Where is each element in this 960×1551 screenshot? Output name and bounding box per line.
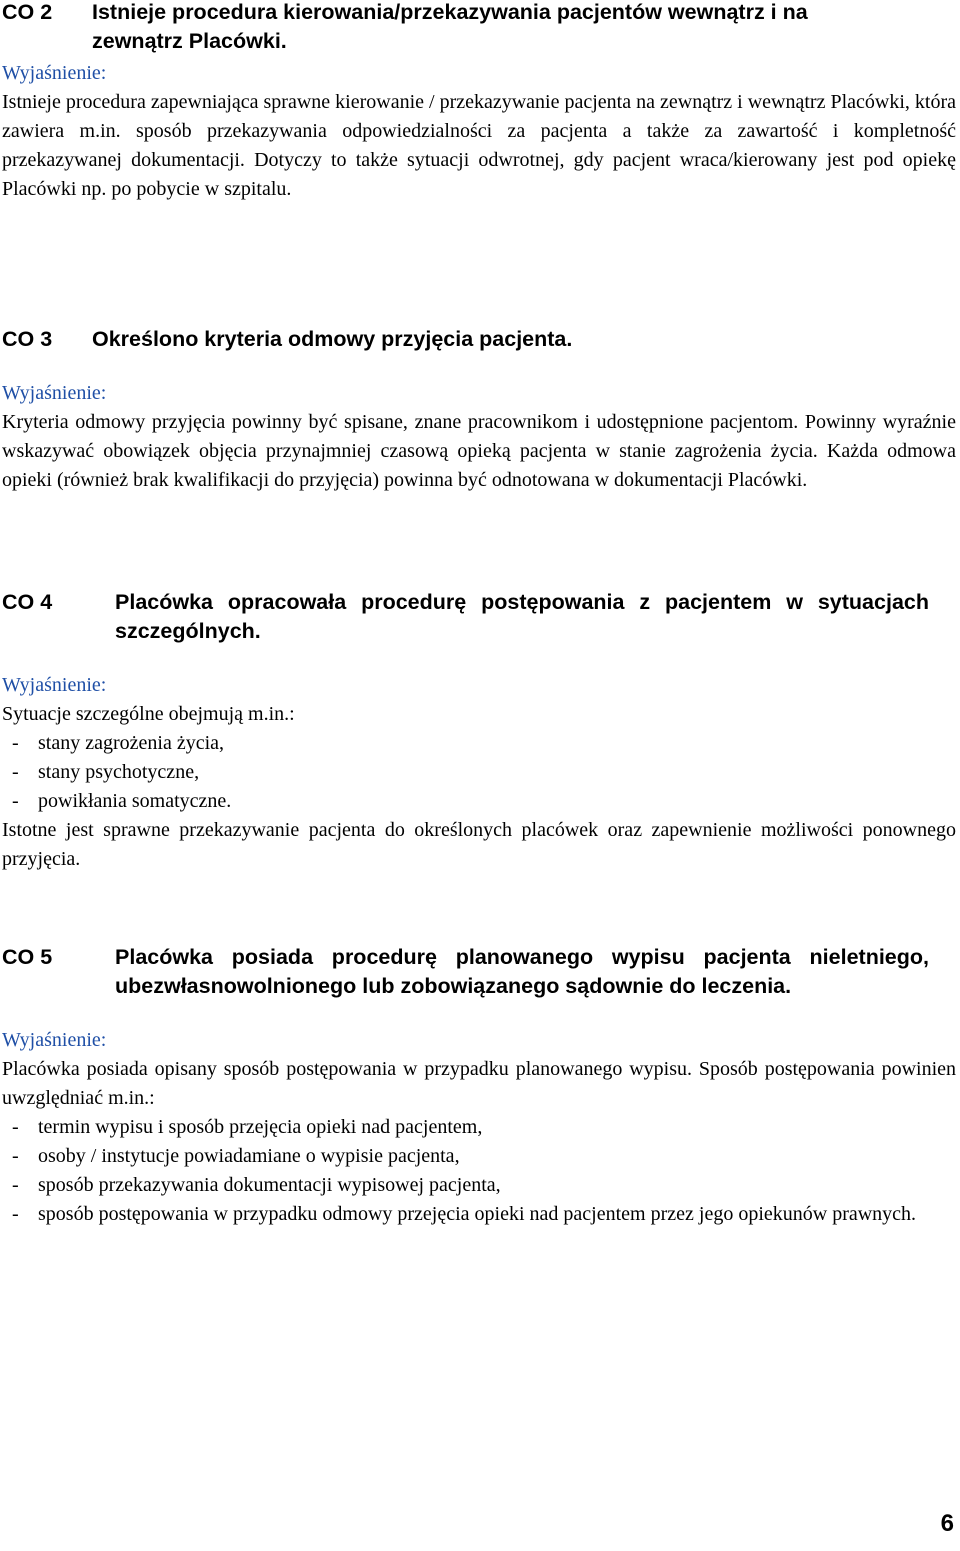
list-marker: -: [12, 1116, 19, 1138]
section-title: Określono kryteria odmowy przyjęcia pacjenta.: [92, 327, 573, 351]
explanation-label: Wyjaśnienie:: [2, 1029, 107, 1051]
explanation-text: Kryteria odmowy przyjęcia powinny być spisane, znane pracownikom i udostępnione pacjentom. Powinny wyraźnie wskazywać obowiązek objęcia przynajmniej czasową opieką pacjenta w stanie zagrożenia życia. Każda odmowa opieki (również brak kwalifikacji do przyjęcia) powinna być odnotowana w dokumentacji Placówki.: [2, 411, 956, 491]
explanation-intro: Sytuacje szczególne obejmują m.in.:: [2, 703, 295, 725]
explanation-text: Istnieje procedura zapewniająca sprawne kierowanie / przekazywanie pacjenta na zewnątrz i wewnątrz Placówki, która zawiera m.in. sposób przekazywania odpowiedzialności za pacjenta a także za zawartość i kompletność przekazywanej dokumentacji. Dotyczy to także sytuacji odwrotnej, gdy pacjent wraca/kierowany jest pod opiekę Placówki np. po pobycie w szpitalu.: [2, 91, 956, 200]
section-co2: [2, 0, 956, 204]
list-item-text: powikłania somatyczne.: [38, 790, 232, 812]
special-situations-list: [2, 729, 956, 816]
section-code: CO 3: [2, 327, 53, 351]
list-item: [2, 758, 956, 787]
explanation-after: Istotne jest sprawne przekazywanie pacjenta do określonych placówek oraz zapewnienie możliwości ponownego przyjęcia.: [2, 819, 956, 870]
section-co3: [2, 325, 956, 495]
list-item: [2, 1171, 956, 1200]
list-marker: -: [12, 1203, 19, 1225]
list-item-text: stany zagrożenia życia,: [38, 732, 225, 754]
list-item-text: osoby / instytucje powiadamiane o wypisie pacjenta,: [38, 1145, 460, 1167]
page-number: 6: [940, 1510, 954, 1537]
list-item: [2, 787, 956, 816]
explanation-intro: Placówka posiada opisany sposób postępowania w przypadku planowanego wypisu. Sposób postępowania powinien uwzględniać m.in.:: [2, 1058, 956, 1109]
list-marker: -: [12, 790, 19, 812]
list-item: [2, 1200, 956, 1229]
list-item-text: stany psychotyczne,: [38, 761, 200, 783]
list-item-text: termin wypisu i sposób przejęcia opieki nad pacjentem,: [38, 1116, 483, 1138]
section-title: Istnieje procedura kierowania/przekazywania pacjentów wewnątrz i na zewnątrz Placówki.: [92, 0, 808, 53]
section-heading: [2, 0, 930, 56]
section-title: Placówka opracowała procedurę postępowania z pacjentem w sytuacjach szczególnych.: [115, 590, 929, 643]
section-co5: [2, 943, 956, 1229]
explanation-label: Wyjaśnienie:: [2, 382, 107, 404]
section-co4: [2, 588, 956, 874]
list-item: [2, 1113, 956, 1142]
section-heading: [2, 588, 956, 646]
explanation-label: Wyjaśnienie:: [2, 62, 107, 84]
section-title: Placówka posiada procedurę planowanego wypisu pacjenta nieletniego, ubezwłasnowolnionego lub zobowiązanego sądownie do leczenia.: [115, 945, 929, 998]
explanation-label: Wyjaśnienie:: [2, 674, 107, 696]
list-item: [2, 729, 956, 758]
list-item-text: sposób przekazywania dokumentacji wypisowej pacjenta,: [38, 1174, 501, 1196]
section-code: CO 4: [2, 590, 53, 614]
list-item-text: sposób postępowania w przypadku odmowy przejęcia opieki nad pacjentem przez jego opiekunów prawnych.: [38, 1203, 917, 1225]
list-marker: -: [12, 761, 19, 783]
section-code: CO 5: [2, 945, 53, 969]
section-code: CO 2: [2, 0, 53, 24]
list-marker: -: [12, 1145, 19, 1167]
section-heading: [2, 325, 956, 354]
list-marker: -: [12, 1174, 19, 1196]
list-marker: -: [12, 732, 19, 754]
discharge-steps-list: [2, 1113, 956, 1229]
list-item: [2, 1142, 956, 1171]
section-heading: [2, 943, 956, 1001]
